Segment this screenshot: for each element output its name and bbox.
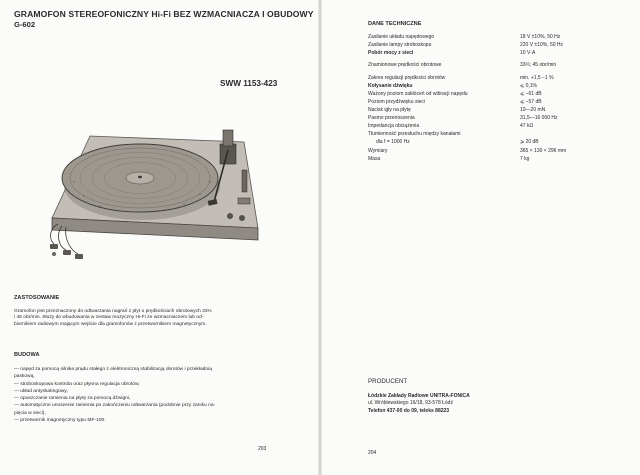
list-item: paskową, <box>14 374 35 380</box>
features-list <box>14 366 215 424</box>
page-number: 203 <box>258 446 267 452</box>
list-item: — przetwornik magnetyczny typu MF-100. <box>14 418 106 424</box>
list-item: — automatyczne unoszenie ramienia po zakończeniu odtwarzania (podobnie przy zaniku na- <box>14 403 216 409</box>
list-item: — układ antyskatingowy, <box>14 388 68 394</box>
list-item: — opuszczanie ramienia na płytę za pomocą dźwigni, <box>14 396 131 402</box>
usage-heading: ZASTOSOWANIE <box>14 295 60 301</box>
page-number: 204 <box>368 450 377 456</box>
producer-heading: PRODUCENT <box>368 378 408 385</box>
right-page: DANE TECHNICZNE Zasilanie układu napędowego 18 V ±10%, 50 Hz Zasilanie lampy stroboskopu 220 V ±10%, 50 Hz Pobór mocy z sieci 10 V·A Znamionowe prędkości obrotowe 33⅓; 45 obr/min Zakres regulacji prędkości obrotów min. +1,5 −1 % Kołysanie dźwięku ⩽ 0,1% Ważony poziom zakłóceń od wibracji napędu ⩽ −61 dB Poziom przydźwięku sieci ⩽ −57 dB Nacisk igły na płytę 10—20 mN Pasmo przenoszenia 31,5—16 000 Hz Impedancja obciążenia 47 kΩ Tłumienność przesłuchu między kanałami dla f = 1000 Hz ⩾ 20 dB Wymiary 365 × 130 × 296 mm Masa 7 kg PRODUCENT Łódzkie Zakłady Radiowe UNITRA-FONICA ul. Wróblewskiego 16/18, 93-578 Łódź Telefon 437-00 do 09, teleks 88223 204 <box>322 0 640 475</box>
producer-address: ul. Wróblewskiego 16/18, 93-578 Łódź <box>368 400 453 407</box>
left-page <box>0 0 318 475</box>
product-model-number: G-602 <box>14 20 36 29</box>
producer-name: Łódzkie Zakłady Radiowe UNITRA-FONICA <box>368 393 470 399</box>
turntable-illustration <box>44 120 266 278</box>
features-heading: BUDOWA <box>14 352 40 358</box>
list-item: pięcia w sieci), <box>14 410 46 416</box>
list-item: — stroboskopowa kontrola oraz płynna regulacja obrotów, <box>14 381 140 387</box>
specs-heading: DANE TECHNICZNE <box>368 21 422 27</box>
list-item: — napęd za pomocą silnika prądu stałego z elektroniczną stabilizacją obrotów i przekładnią <box>14 367 212 372</box>
usage-text: Gramofon jest przeznaczony do odtwarzania nagrań z płyt o prędkościach obrotowych 33⅓ i 45 obr/min. Służy do wbudowania w zestaw muzyczny Hi-Fi ze wzmacniaczem lub od- biornikiem radiowym mającym wejście dla gramofonów z przetwornikiem magnetycznym. <box>14 309 212 327</box>
producer-block <box>368 393 470 415</box>
producer-contact: Telefon 437-00 do 09, teleks 88223 <box>368 407 450 414</box>
catalog-code: SWW 1153-423 <box>220 79 278 88</box>
product-title: GRAMOFON STEREOFONICZNY Hi-Fi BEZ WZMACNIACZA I OBUDOWY <box>14 9 314 19</box>
